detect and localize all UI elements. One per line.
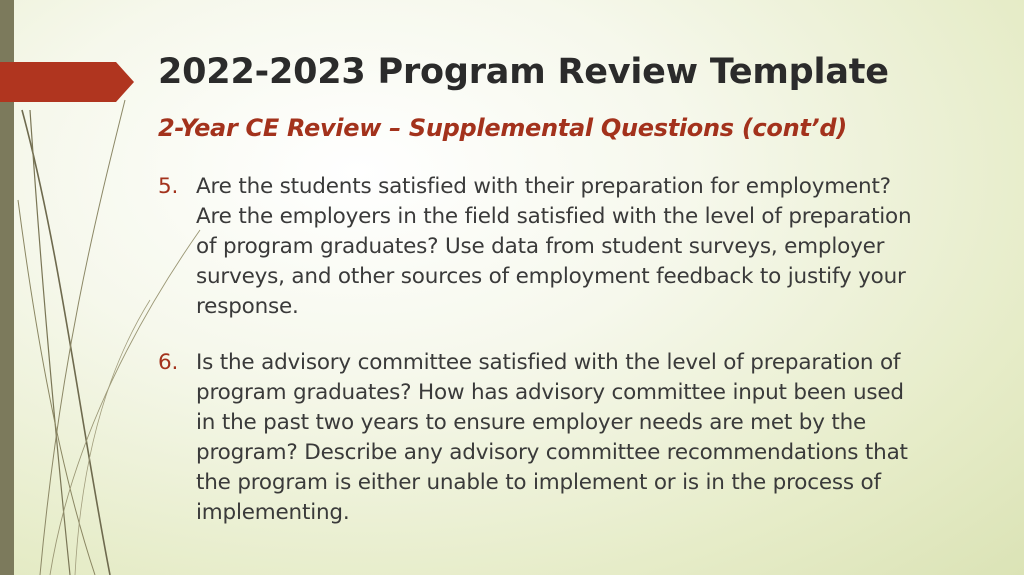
slide-subtitle: 2-Year CE Review – Supplemental Questions (cont’d) <box>158 114 847 142</box>
question-text-line: of program graduates? Use data from student surveys, employer <box>196 234 885 259</box>
question-text-line: Are the students satisfied with their preparation for employment? <box>196 174 891 199</box>
question-text-line: in the past two years to ensure employer needs are met by the <box>196 410 867 435</box>
question-text-line: implementing. <box>196 500 350 525</box>
title-arrow-shape <box>0 62 134 102</box>
question-text-line: the program is either unable to implement or is in the process of <box>196 470 881 495</box>
question-text <box>196 172 996 322</box>
question-text <box>196 348 996 528</box>
question-text-line: surveys, and other sources of employment feedback to justify your <box>196 264 906 289</box>
slide-title: 2022-2023 Program Review Template <box>158 52 889 92</box>
question-text-line: program? Describe any advisory committee recommendations that <box>196 440 908 465</box>
question-number: 6. <box>158 350 179 375</box>
question-text-line: Is the advisory committee satisfied with the level of preparation of <box>196 350 901 375</box>
question-text-line: program graduates? How has advisory committee input been used <box>196 380 904 405</box>
question-text-line: Are the employers in the field satisfied with the level of preparation <box>196 204 912 229</box>
question-number: 5. <box>158 174 179 199</box>
question-text-line: response. <box>196 294 299 319</box>
